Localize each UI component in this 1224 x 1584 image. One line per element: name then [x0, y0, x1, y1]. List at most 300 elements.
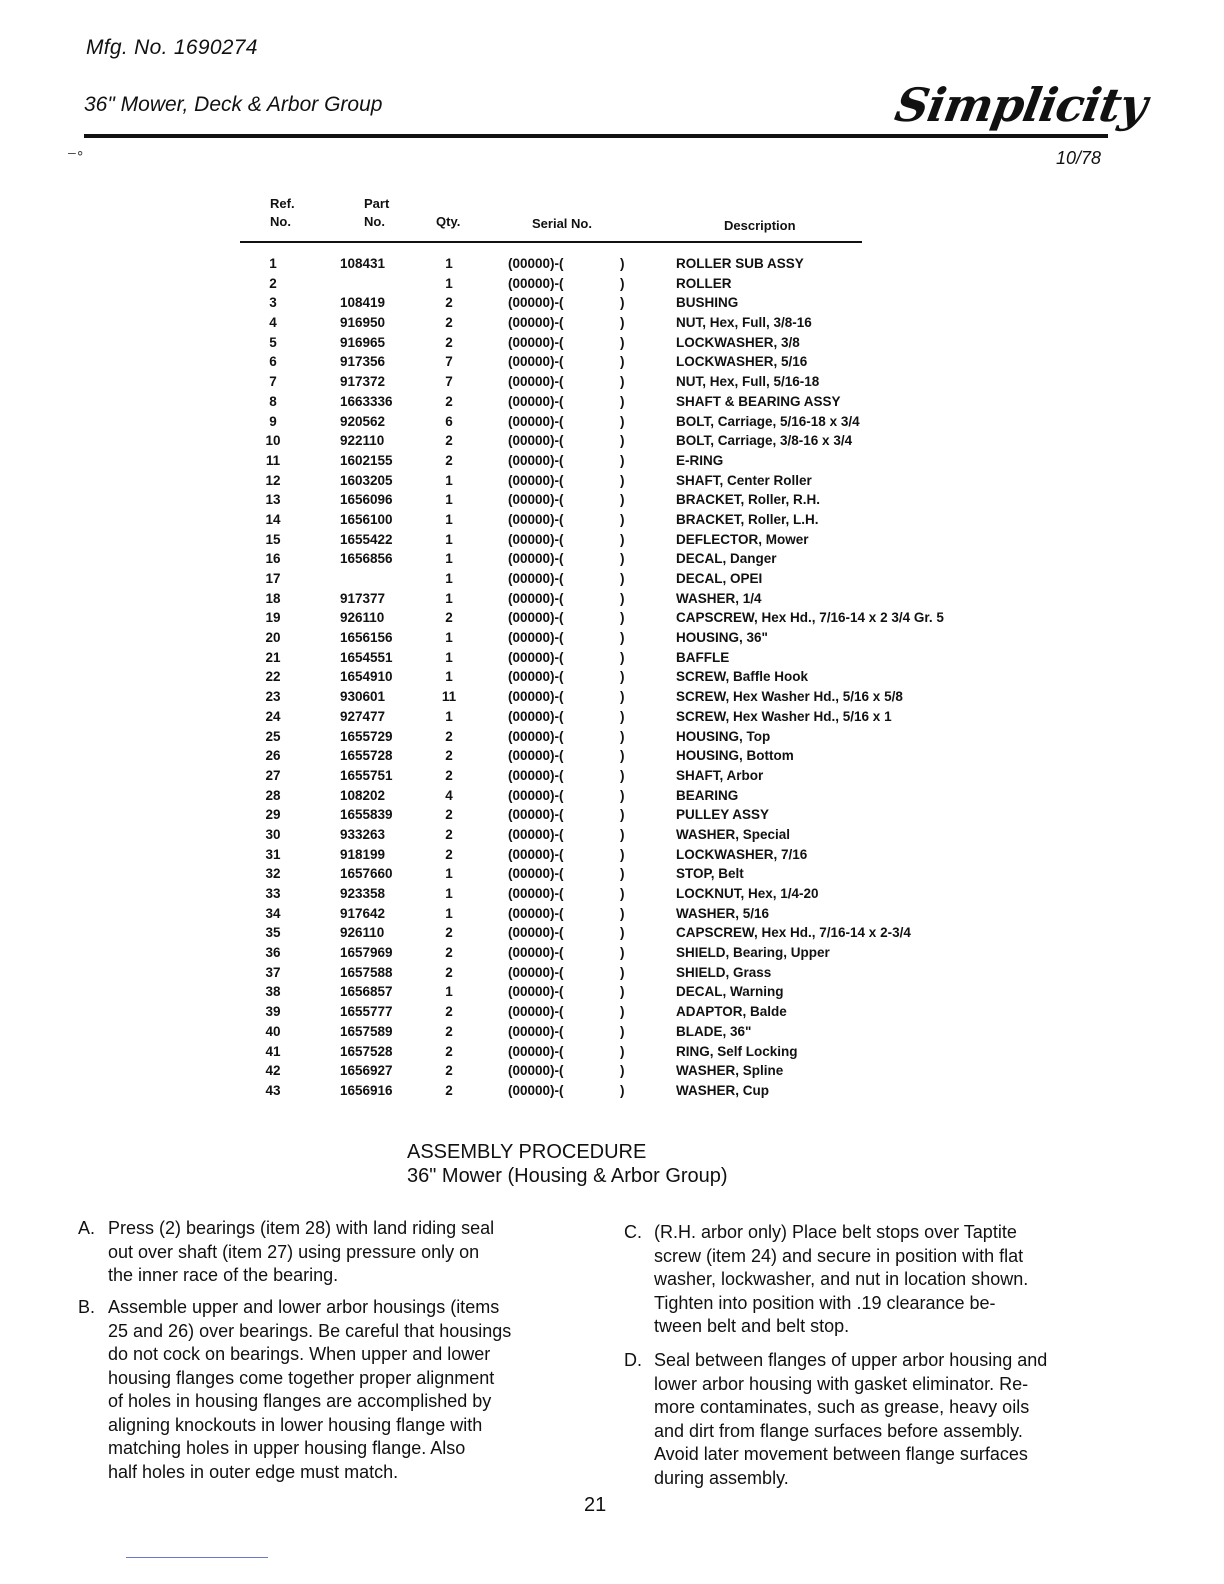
- description: WASHER, 1/4: [676, 590, 762, 606]
- serial-close: ): [620, 787, 625, 803]
- quantity: 2: [445, 452, 453, 468]
- serial-close: ): [620, 886, 625, 901]
- procedure-subtitle: 36" Mower (Housing & Arbor Group): [407, 1165, 728, 1187]
- quantity: 2: [445, 1023, 453, 1039]
- serial-no: (00000)-(: [508, 689, 564, 705]
- serial-close: ): [620, 354, 625, 370]
- serial-close: ): [620, 748, 625, 764]
- parts-table-body: [240, 256, 1040, 1103]
- serial-close: ): [620, 905, 625, 921]
- serial-no: (00000)-(: [508, 708, 564, 724]
- serial-close: ): [620, 1023, 625, 1039]
- part-no: 1655729: [340, 728, 393, 744]
- quantity: 2: [445, 433, 453, 449]
- ref-no: 10: [265, 433, 281, 449]
- ref-no: 32: [265, 866, 281, 882]
- table-row: [240, 591, 1040, 611]
- col-description: Description: [724, 218, 796, 233]
- serial-no: (00000)-(: [508, 728, 564, 744]
- parts-table-header: [240, 194, 862, 244]
- serial-close: ): [620, 925, 625, 941]
- part-no: 1655839: [340, 807, 393, 823]
- serial-close: ): [620, 984, 625, 1000]
- ref-no: 33: [265, 886, 281, 901]
- quantity: 7: [445, 354, 453, 370]
- ref-no: 23: [265, 689, 281, 705]
- ref-no: 40: [265, 1023, 281, 1039]
- serial-no: (00000)-(: [508, 787, 564, 803]
- table-row: [240, 315, 1040, 335]
- table-row: [240, 847, 1040, 867]
- header-rule: [84, 134, 1108, 138]
- col-part-line1: Part: [364, 196, 390, 211]
- step-line: of holes in housing flanges are accomplished by: [108, 1391, 492, 1411]
- description: BRACKET, Roller, L.H.: [676, 511, 819, 527]
- serial-no: (00000)-(: [508, 669, 564, 685]
- serial-no: (00000)-(: [508, 256, 564, 271]
- ref-no: 4: [269, 315, 277, 331]
- ref-no: 6: [269, 354, 277, 370]
- serial-no: (00000)-(: [508, 571, 564, 586]
- ref-no: 43: [265, 1082, 281, 1098]
- serial-no: (00000)-(: [508, 610, 564, 626]
- serial-no: (00000)-(: [508, 1063, 564, 1079]
- description: HOUSING, Bottom: [676, 748, 794, 764]
- serial-no: (00000)-(: [508, 984, 564, 1000]
- description: SHAFT, Center Roller: [676, 472, 812, 488]
- serial-no: (00000)-(: [508, 886, 564, 901]
- table-row: [240, 433, 1040, 453]
- part-no: 1656096: [340, 492, 393, 508]
- serial-no: (00000)-(: [508, 630, 564, 646]
- description: STOP, Belt: [676, 866, 744, 882]
- table-row: [240, 571, 1040, 591]
- serial-no: (00000)-(: [508, 374, 564, 390]
- serial-close: ): [620, 571, 625, 586]
- serial-no: (00000)-(: [508, 1023, 564, 1039]
- step-line: more contaminates, such as grease, heavy oils: [654, 1397, 1030, 1417]
- col-part-line2: No.: [364, 214, 385, 229]
- ref-no: 5: [269, 334, 277, 350]
- footer-rule: [126, 1557, 268, 1558]
- col-ref-line1: Ref.: [270, 196, 295, 211]
- description: WASHER, 5/16: [676, 905, 770, 921]
- part-no: 1654551: [340, 649, 393, 665]
- quantity: 1: [445, 630, 453, 646]
- description: BUSHING: [676, 295, 739, 311]
- part-no: 1657528: [340, 1043, 393, 1059]
- description: BOLT, Carriage, 5/16-18 x 3/4: [676, 413, 860, 429]
- ref-no: 8: [269, 393, 277, 409]
- ref-no: 29: [265, 807, 281, 823]
- description: HOUSING, Top: [676, 728, 771, 744]
- part-no: 1602155: [340, 452, 393, 468]
- serial-close: ): [620, 1063, 625, 1079]
- step-line: aligning knockouts in lower housing flange with: [108, 1414, 483, 1435]
- quantity: 2: [445, 846, 453, 862]
- description: WASHER, Cup: [676, 1082, 769, 1098]
- step-line: during assembly.: [654, 1467, 789, 1488]
- table-row: [240, 1024, 1040, 1044]
- table-row: [240, 1063, 1040, 1083]
- description: CAPSCREW, Hex Hd., 7/16-14 x 2 3/4 Gr. 5: [676, 610, 944, 626]
- part-no: 1654910: [340, 669, 393, 685]
- col-ref-line2: No.: [270, 214, 291, 229]
- part-no: 926110: [340, 925, 385, 941]
- table-row: [240, 374, 1040, 394]
- description: SHAFT, Arbor: [676, 767, 764, 783]
- step-letter: C.: [624, 1222, 642, 1242]
- step-text: [654, 1349, 1047, 1490]
- step-letter: D.: [624, 1350, 642, 1370]
- description: DEFLECTOR, Mower: [676, 531, 809, 547]
- description: ROLLER: [676, 275, 732, 291]
- quantity: 1: [445, 472, 453, 488]
- ref-no: 35: [265, 925, 281, 941]
- step-line: Seal between flanges of upper arbor housing and: [654, 1350, 1048, 1370]
- quantity: 2: [445, 748, 453, 764]
- description: WASHER, Special: [676, 826, 791, 842]
- part-no: 1655728: [340, 748, 393, 764]
- table-row: [240, 492, 1040, 512]
- quantity: 2: [445, 610, 453, 626]
- table-row: [240, 906, 1040, 926]
- ref-no: 34: [265, 905, 281, 921]
- description: BLADE, 36": [676, 1023, 752, 1039]
- description: PULLEY ASSY: [676, 807, 770, 823]
- ref-no: 31: [265, 846, 281, 862]
- serial-close: ): [620, 767, 625, 783]
- part-no: 1657969: [340, 945, 393, 961]
- part-no: 917356: [340, 354, 386, 370]
- part-no: 1663336: [340, 393, 393, 409]
- ref-no: 14: [265, 511, 281, 527]
- table-row: [240, 335, 1040, 355]
- ref-no: 38: [265, 984, 281, 1000]
- part-no: 1657589: [340, 1023, 393, 1039]
- quantity: 1: [445, 905, 453, 921]
- table-row: [240, 827, 1040, 847]
- step-line: Avoid later movement between flange surfaces: [654, 1444, 1028, 1464]
- serial-close: ): [620, 1043, 625, 1059]
- step-letter: A.: [78, 1218, 96, 1238]
- table-row: [240, 414, 1040, 434]
- revision-date: 10/78: [1056, 148, 1102, 168]
- quantity: 2: [445, 334, 453, 350]
- table-row: [240, 925, 1040, 945]
- serial-no: (00000)-(: [508, 472, 564, 488]
- table-rule: [240, 241, 862, 243]
- table-row: [240, 630, 1040, 650]
- quantity: 1: [445, 256, 453, 271]
- serial-close: ): [620, 590, 625, 606]
- quantity: 2: [445, 826, 453, 842]
- ref-no: 15: [265, 531, 281, 547]
- table-row: [240, 1083, 1040, 1103]
- quantity: 1: [445, 492, 453, 508]
- serial-no: (00000)-(: [508, 905, 564, 921]
- quantity: 11: [441, 689, 457, 705]
- part-no: 916950: [340, 315, 386, 331]
- description: DECAL, Warning: [676, 984, 784, 1000]
- quantity: 1: [445, 275, 453, 291]
- table-row: [240, 768, 1040, 788]
- ref-no: 41: [265, 1043, 281, 1059]
- quantity: 2: [445, 315, 453, 331]
- table-row: [240, 473, 1040, 493]
- description: CAPSCREW, Hex Hd., 7/16-14 x 2-3/4: [676, 925, 911, 941]
- serial-no: (00000)-(: [508, 767, 564, 783]
- serial-close: ): [620, 1082, 625, 1098]
- ref-no: 9: [269, 413, 277, 429]
- part-no: 933263: [340, 826, 386, 842]
- ref-no: 24: [265, 708, 281, 724]
- group-title: 36" Mower, Deck & Arbor Group: [84, 93, 383, 116]
- step-line: out over shaft (item 27) using pressure only on: [108, 1241, 480, 1262]
- table-row: [240, 965, 1040, 985]
- ref-no: 36: [265, 945, 281, 961]
- serial-no: (00000)-(: [508, 1043, 564, 1059]
- description: SCREW, Hex Washer Hd., 5/16 x 5/8: [676, 689, 903, 705]
- serial-no: (00000)-(: [508, 846, 564, 862]
- part-no: 1656156: [340, 630, 393, 646]
- serial-close: ): [620, 256, 625, 271]
- step-line: lower arbor housing with gasket eliminator. Re-: [654, 1373, 1029, 1394]
- ref-no: 30: [265, 826, 281, 842]
- page-number: 21: [584, 1494, 607, 1516]
- table-row: [240, 689, 1040, 709]
- description: SHIELD, Bearing, Upper: [676, 945, 830, 961]
- quantity: 2: [445, 925, 453, 941]
- serial-no: (00000)-(: [508, 413, 564, 429]
- part-no: 1655777: [340, 1004, 393, 1020]
- ref-no: 20: [265, 630, 281, 646]
- table-row: [240, 1044, 1040, 1064]
- serial-no: (00000)-(: [508, 433, 564, 449]
- step-line: matching holes in upper housing flange. Also: [108, 1438, 466, 1458]
- quantity: 2: [445, 393, 453, 409]
- quantity: 2: [445, 1063, 453, 1079]
- quantity: 2: [445, 1004, 453, 1020]
- ref-no: 17: [265, 571, 281, 586]
- table-row: [240, 610, 1040, 630]
- brand-logo: Simplicity: [891, 78, 1151, 132]
- serial-no: (00000)-(: [508, 866, 564, 882]
- serial-no: (00000)-(: [508, 492, 564, 508]
- ref-no: 37: [265, 964, 281, 980]
- description: BEARING: [676, 787, 739, 803]
- scan-mark: –∘: [68, 144, 85, 160]
- table-row: [240, 984, 1040, 1004]
- quantity: 1: [445, 511, 453, 527]
- quantity: 7: [445, 374, 453, 390]
- quantity: 2: [445, 807, 453, 823]
- serial-no: (00000)-(: [508, 531, 564, 547]
- serial-no: (00000)-(: [508, 748, 564, 764]
- serial-no: (00000)-(: [508, 551, 564, 567]
- step-line: washer, lockwasher, and nut in location shown.: [654, 1269, 1029, 1289]
- serial-close: ): [620, 334, 625, 350]
- table-row: [240, 295, 1040, 315]
- serial-no: (00000)-(: [508, 1004, 564, 1020]
- serial-no: (00000)-(: [508, 945, 564, 961]
- part-no: 927477: [340, 708, 386, 724]
- ref-no: 27: [265, 767, 281, 783]
- step-line: Assemble upper and lower arbor housings (items: [108, 1297, 500, 1317]
- description: DECAL, OPEI: [676, 571, 763, 586]
- col-qty: Qty.: [436, 214, 461, 229]
- description: LOCKNUT, Hex, 1/4-20: [676, 886, 819, 901]
- part-no: 108202: [340, 787, 386, 803]
- quantity: 1: [445, 866, 453, 882]
- ref-no: 21: [265, 649, 281, 665]
- description: NUT, Hex, Full, 3/8-16: [676, 315, 812, 331]
- serial-no: (00000)-(: [508, 315, 564, 331]
- step-line: half holes in outer edge must match.: [108, 1461, 399, 1482]
- serial-no: (00000)-(: [508, 826, 564, 842]
- part-no: 917642: [340, 905, 386, 921]
- table-row: [240, 256, 1040, 276]
- serial-close: ): [620, 492, 625, 508]
- part-no: 917377: [340, 590, 386, 606]
- serial-close: ): [620, 295, 625, 311]
- part-no: 108419: [340, 295, 386, 311]
- table-row: [240, 650, 1040, 670]
- serial-close: ): [620, 669, 625, 685]
- mfg-number: Mfg. No. 1690274: [86, 36, 258, 59]
- part-no: 1656916: [340, 1082, 393, 1098]
- serial-close: ): [620, 945, 625, 961]
- quantity: 1: [445, 531, 453, 547]
- part-no: 1657588: [340, 964, 393, 980]
- table-row: [240, 354, 1040, 374]
- description: WASHER, Spline: [676, 1063, 784, 1079]
- quantity: 2: [445, 728, 453, 744]
- step-line: Press (2) bearings (item 28) with land riding seal: [108, 1218, 495, 1238]
- serial-no: (00000)-(: [508, 511, 564, 527]
- part-no: 920562: [340, 413, 386, 429]
- step-text: [108, 1296, 511, 1484]
- table-row: [240, 866, 1040, 886]
- part-no: 1656100: [340, 511, 393, 527]
- serial-no: (00000)-(: [508, 590, 564, 606]
- part-no: 916965: [340, 334, 386, 350]
- ref-no: 2: [269, 275, 277, 291]
- description: RING, Self Locking: [676, 1043, 798, 1059]
- part-no: 922110: [340, 433, 385, 449]
- serial-close: ): [620, 472, 625, 488]
- serial-no: (00000)-(: [508, 334, 564, 350]
- table-row: [240, 551, 1040, 571]
- part-no: 108431: [340, 256, 386, 271]
- ref-no: 28: [265, 787, 281, 803]
- part-no: 1656857: [340, 984, 393, 1000]
- serial-close: ): [620, 413, 625, 429]
- serial-close: ): [620, 393, 625, 409]
- serial-close: ): [620, 511, 625, 527]
- part-no: 1656927: [340, 1063, 393, 1079]
- serial-close: ): [620, 630, 625, 646]
- quantity: 1: [445, 669, 453, 685]
- description: BAFFLE: [676, 649, 730, 665]
- serial-close: ): [620, 551, 625, 567]
- serial-close: ): [620, 433, 625, 449]
- quantity: 1: [445, 708, 453, 724]
- description: E-RING: [676, 452, 724, 468]
- quantity: 1: [445, 886, 453, 901]
- description: ROLLER SUB ASSY: [676, 256, 804, 271]
- step-line: Tighten into position with .19 clearance be-: [654, 1292, 996, 1313]
- serial-close: ): [620, 275, 625, 291]
- part-no: 1657660: [340, 866, 393, 882]
- table-row: [240, 709, 1040, 729]
- serial-close: ): [620, 807, 625, 823]
- part-no: 923358: [340, 886, 386, 901]
- step-line: housing flanges come together proper alignment: [108, 1367, 495, 1388]
- table-row: [240, 748, 1040, 768]
- part-no: 1655422: [340, 531, 393, 547]
- ref-no: 12: [265, 472, 281, 488]
- ref-no: 7: [269, 374, 277, 390]
- serial-no: (00000)-(: [508, 964, 564, 980]
- quantity: 1: [445, 551, 453, 567]
- serial-close: ): [620, 826, 625, 842]
- description: LOCKWASHER, 7/16: [676, 846, 808, 862]
- step-text: [654, 1221, 1028, 1339]
- serial-no: (00000)-(: [508, 649, 564, 665]
- table-row: [240, 276, 1040, 296]
- quantity: 2: [445, 945, 453, 961]
- serial-close: ): [620, 866, 625, 882]
- serial-close: ): [620, 452, 625, 468]
- ref-no: 39: [265, 1004, 281, 1020]
- serial-close: ): [620, 846, 625, 862]
- description: HOUSING, 36": [676, 630, 768, 646]
- table-row: [240, 453, 1040, 473]
- description: LOCKWASHER, 3/8: [676, 334, 800, 350]
- serial-no: (00000)-(: [508, 925, 564, 941]
- ref-no: 13: [265, 492, 281, 508]
- step-line: (R.H. arbor only) Place belt stops over Taptite: [654, 1222, 1017, 1242]
- part-no: 1655751: [340, 767, 393, 783]
- table-row: [240, 669, 1040, 689]
- serial-close: ): [620, 964, 625, 980]
- description: SCREW, Hex Washer Hd., 5/16 x 1: [676, 708, 892, 724]
- step-line: screw (item 24) and secure in position with flat: [654, 1245, 1024, 1266]
- quantity: 6: [445, 413, 453, 429]
- procedure-title: ASSEMBLY PROCEDURE: [407, 1141, 647, 1163]
- ref-no: 16: [265, 551, 281, 567]
- description: ADAPTOR, Balde: [676, 1004, 787, 1020]
- table-row: [240, 945, 1040, 965]
- ref-no: 1: [269, 256, 277, 271]
- serial-no: (00000)-(: [508, 452, 564, 468]
- part-no: 1656856: [340, 551, 393, 567]
- ref-no: 19: [265, 610, 281, 626]
- quantity: 2: [445, 1082, 453, 1098]
- serial-no: (00000)-(: [508, 393, 564, 409]
- serial-close: ): [620, 689, 625, 705]
- ref-no: 26: [265, 748, 281, 764]
- serial-close: ): [620, 374, 625, 390]
- part-no: 917372: [340, 374, 386, 390]
- description: SHIELD, Grass: [676, 964, 772, 980]
- serial-close: ): [620, 315, 625, 331]
- description: DECAL, Danger: [676, 551, 777, 567]
- description: LOCKWASHER, 5/16: [676, 354, 808, 370]
- quantity: 2: [445, 964, 453, 980]
- step-line: the inner race of the bearing.: [108, 1265, 339, 1285]
